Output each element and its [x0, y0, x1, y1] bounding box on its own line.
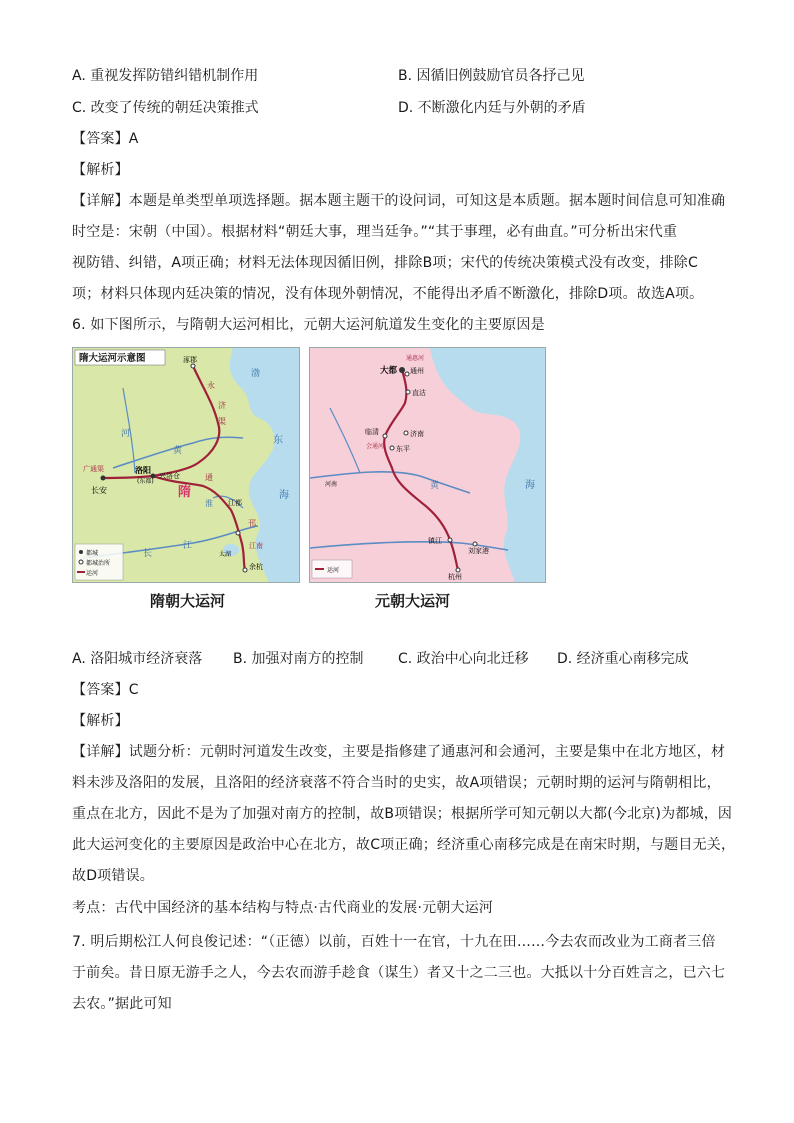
label-linqing: 临清: [365, 428, 379, 436]
label-ji: 济: [218, 401, 226, 410]
label-taihu: 太湖: [219, 551, 232, 558]
sui-map-title: 隋大运河示意图: [79, 353, 146, 364]
label-chang: 长: [143, 549, 153, 559]
label-han: 邗: [248, 519, 256, 528]
label-huitong: 会通河: [366, 443, 385, 450]
label-zhigu: 直沽: [412, 389, 426, 397]
sui-legend-canal: 运河: [86, 570, 99, 577]
label-jiangdu: 江都: [228, 499, 242, 507]
q5-detail-line: 项；材料只体现内廷决策的情况，没有体现外朝情况，不能得出矛盾不断激化，排除D项。故选A项。: [72, 286, 704, 302]
label-jiangnan: 江南: [249, 542, 263, 550]
label-yong: 永: [207, 381, 215, 390]
q6-detail-line: 故D项错误。: [72, 868, 154, 884]
yuan-map-caption: 元朝大运河: [375, 592, 451, 610]
q6-detail-line: 重点在北方，因此不是为了加强对南方的控制，故B项错误；根据所学可知元朝以大都(今北京)为都城，因: [72, 806, 733, 822]
q6-detail-line: 【详解】试题分析：元朝时河道发生改变，主要是指修建了通惠河和会通河，主要是集中在北方地区，材: [72, 744, 726, 760]
label-dadu: 大都: [380, 366, 398, 376]
label-dongping: 东平: [396, 445, 410, 453]
label-xingluo: 兴洛仓: [159, 472, 180, 480]
label-tongzhou: 通州: [410, 367, 424, 375]
label-huang: 黄: [173, 446, 183, 456]
label-hangzhou: 杭州: [448, 573, 462, 581]
label-changan: 长安: [91, 486, 107, 495]
q5-detail-line: 时空是：宋朝（中国）。根据材料“朝廷大事，理当廷争。”“其于事理，必有曲直。”可分析出宋代重: [72, 224, 678, 240]
q5-detail-line: 视防错、纠错，A项正确；材料无法体现因循旧例，排除B项；宋代的传统决策模式没有改变，排除C: [72, 255, 698, 271]
sui-canal-map: [72, 347, 300, 583]
label-qu: 渠: [218, 417, 226, 426]
q5-option-c[interactable]: C. 改变了传统的朝廷决策推式: [72, 100, 259, 116]
q6-analysis-heading: 【解析】: [72, 713, 129, 729]
q5-answer: 【答案】A: [72, 131, 139, 147]
label-huaihe: 淮: [205, 499, 213, 508]
q5-detail-line: 【详解】本题是单类型单项选择题。据本题主题干的设问词，可知这是本质题。据本题时间信息可知准确: [72, 193, 726, 209]
q6-kaodian: 考点：古代中国经济的基本结构与特点·古代商业的发展·元朝大运河: [72, 900, 494, 916]
yuan-canal-map-svg: [310, 348, 545, 582]
label-bo: 渤: [251, 369, 261, 379]
label-zhuojun: 涿郡: [183, 356, 197, 364]
q5-option-b[interactable]: B. 因循旧例鼓励官员各抒己见: [398, 68, 585, 84]
label-jiang: 江: [183, 541, 193, 551]
sui-canal-map-svg: [73, 348, 299, 582]
label-jinan: 济南: [410, 430, 424, 438]
yuan-legend-canal: 运河: [327, 567, 340, 574]
q6-option-d[interactable]: D. 经济重心南移完成: [557, 651, 689, 667]
label-tong: 通: [205, 473, 213, 482]
q6-answer: 【答案】C: [72, 682, 139, 698]
q5-option-a[interactable]: A. 重视发挥防错纠错机制作用: [72, 68, 259, 84]
sui-map-caption: 隋朝大运河: [150, 592, 226, 610]
q5-analysis-heading: 【解析】: [72, 162, 129, 178]
label-he: 河: [121, 429, 131, 439]
q6-detail-line: 此大运河变化的主要原因是政治中心在北方，故C项正确；经济重心南移完成是在南宋时期，与题目无关，: [72, 837, 736, 853]
label-yuhang: 余杭: [249, 563, 263, 571]
label-guangtong: 广通渠: [83, 465, 104, 473]
sui-legend-capital: 都城: [86, 550, 99, 557]
q5-option-d[interactable]: D. 不断激化内廷与外朝的矛盾: [398, 100, 586, 116]
q6-stem: 6. 如下图所示，与隋朝大运河相比，元朝大运河航道发生变化的主要原因是: [72, 317, 545, 333]
label-henan: 河南: [325, 481, 338, 488]
sui-legend-seat: 都城治所: [86, 560, 111, 567]
q7-stem-line: 去农。”据此可知: [72, 996, 172, 1012]
q6-detail-line: 料未涉及洛阳的发展，且洛阳的经济衰落不符合当时的史实，故A项错误；元朝时期的运河与隋朝相比，: [72, 775, 721, 791]
q7-stem-line: 于前矣。昔日原无游手之人，今去农而游手趁食（谋生）者又十之二三也。大抵以十分百姓言之，已六七: [72, 965, 726, 981]
q6-option-b[interactable]: B. 加强对南方的控制: [233, 651, 364, 667]
label-yuan-huang: 黄: [430, 481, 440, 491]
label-luoyang: 洛阳: [135, 466, 151, 475]
label-yuan-hai: 海: [525, 480, 535, 491]
q6-option-c[interactable]: C. 政治中心向北迁移: [398, 651, 529, 667]
label-zhenjiang: 镇江: [428, 537, 442, 545]
label-sui: 隋: [178, 485, 192, 500]
label-luoyang-sub: (东都): [137, 478, 154, 485]
label-dong: 东: [273, 435, 283, 446]
label-liujiagang: 刘家港: [468, 547, 489, 555]
q6-option-a[interactable]: A. 洛阳城市经济衰落: [72, 651, 203, 667]
yuan-canal-map: [309, 347, 546, 583]
q7-stem-line: 7. 明后期松江人何良俊记述：“（正德）以前，百姓十一在官，十九在田……今去农而改业为工商者三倍: [72, 934, 716, 950]
label-hai: 海: [279, 490, 289, 501]
label-tonghui: 通惠河: [406, 355, 425, 362]
